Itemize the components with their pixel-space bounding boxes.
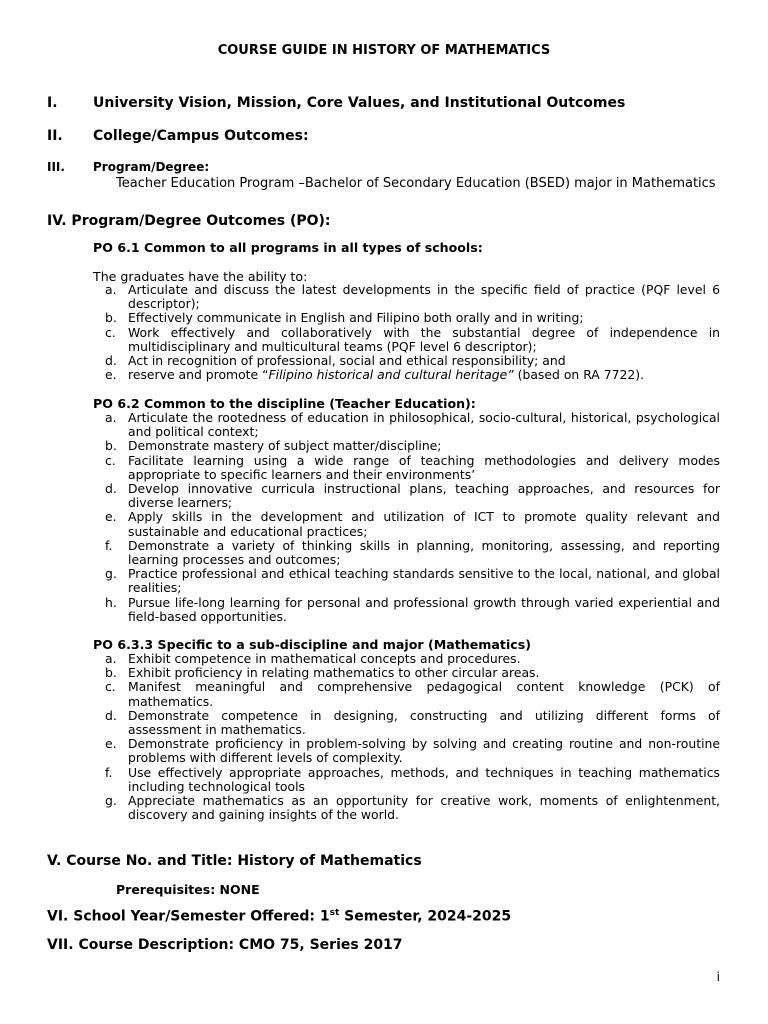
list-item [93, 326, 720, 354]
list-item [93, 411, 720, 439]
list-item-text: Practice professional and ethical teaching standards sensitive to the local, national, and global realities; [128, 566, 720, 596]
section-1-number: I. [47, 95, 58, 111]
section-2-number: II. [47, 128, 63, 144]
list-marker: d. [105, 353, 117, 369]
list-marker: d. [105, 707, 117, 723]
list-marker: c. [105, 452, 116, 468]
list-marker: f. [105, 764, 113, 780]
section-2-heading [47, 128, 309, 144]
list-item-text: Exhibit competence in mathematical concepts and procedures. [128, 651, 521, 666]
list-item-text: Demonstrate a variety of thinking skills in planning, monitoring, assessing, and reporting learning processes and outcomes; [128, 537, 720, 568]
list-marker: e. [105, 736, 117, 752]
list-marker: h. [105, 594, 117, 610]
page-title: COURSE GUIDE IN HISTORY OF MATHEMATICS [217, 43, 551, 58]
list-marker: e. [105, 509, 117, 525]
list-item [93, 454, 720, 482]
list-marker: b. [105, 310, 117, 326]
list-marker: a. [105, 651, 117, 666]
po61-list [93, 283, 720, 382]
list-item-text [128, 368, 720, 382]
list-item-text: Demonstrate mastery of subject matter/discipline; [128, 438, 442, 454]
section-5-heading: V. Course No. and Title: History of Mathematics [47, 853, 422, 869]
section-7-heading: VII. Course Description: CMO 75, Series 2017 [47, 937, 403, 953]
list-marker: a. [105, 282, 117, 297]
list-item [93, 709, 720, 737]
list-item [93, 596, 720, 624]
section-1-text: University Vision, Mission, Core Values, and Institutional Outcomes [93, 95, 626, 111]
ordinal-suffix: st [329, 908, 340, 918]
list-marker: d. [105, 481, 117, 497]
list-item-text: Demonstrate proficiency in problem-solving by solving and creating routine and non-routine problems with different levels of complexity. [128, 736, 720, 766]
list-item-text: Act in recognition of professional, social and ethical responsibility; and [128, 353, 566, 369]
list-item-text: Use effectively appropriate approaches, methods, and techniques in teaching mathematics including technological tools [128, 764, 720, 794]
section-6-heading [47, 908, 511, 925]
list-marker: b. [105, 665, 117, 681]
list-marker: c. [105, 324, 116, 340]
list-item-text: Appreciate mathematics as an opportunity for creative work, moments of enlightenment, discovery and gaining insights of the world. [128, 793, 720, 823]
list-item-text: Articulate and discuss the latest developments in the specific field of practice (PQF level 6 descriptor); [128, 282, 720, 312]
list-item [93, 680, 720, 708]
list-item [93, 539, 720, 567]
list-item-text: Facilitate learning using a wide range of teaching methodologies and delivery modes appropriate to specific learners and their environments’ [128, 452, 720, 482]
list-marker: b. [105, 438, 117, 454]
list-item-text: Articulate the rootedness of education in philosophical, socio-cultural, historical, psychological and political context; [128, 410, 720, 440]
section-6-text: VI. School Year/Semester Offered: 1 [47, 908, 330, 925]
list-item-text-part: reserve and promote “ [128, 367, 269, 383]
po633-heading: PO 6.3.3 Specific to a sub-discipline and major (Mathematics) [93, 637, 531, 652]
list-marker: g. [105, 566, 117, 582]
list-item-emphasis: Filipino historical and cultural heritage” [268, 367, 514, 383]
list-item-text: Manifest meaningful and comprehensive pedagogical content knowledge (PCK) of mathematics. [128, 679, 720, 709]
list-item [93, 652, 720, 666]
list-item [93, 666, 720, 680]
list-marker: f. [105, 537, 113, 553]
section-3-label: Program/Degree: [93, 160, 210, 174]
po62-list [93, 411, 720, 624]
list-item [93, 439, 720, 453]
list-item [93, 311, 720, 325]
list-item [93, 737, 720, 765]
list-item [93, 794, 720, 822]
po61-intro: The graduates have the ability to: [93, 269, 308, 284]
list-item [93, 766, 720, 794]
list-item-text: Apply skills in the development and utilization of ICT to promote quality relevant and sustainable and educational practices; [128, 509, 720, 539]
page-number: i [716, 970, 720, 984]
list-marker: c. [105, 679, 116, 695]
list-item [93, 283, 720, 311]
section-4-heading: IV. Program/Degree Outcomes (PO): [47, 213, 331, 229]
list-item [93, 510, 720, 538]
section-1-heading [47, 95, 625, 111]
list-item [93, 368, 720, 382]
list-item-text: Effectively communicate in English and Filipino both orally and in writing; [128, 310, 584, 326]
list-item-text: Develop innovative curricula instructional plans, teaching approaches, and resources for diverse learners; [128, 481, 720, 511]
po62-heading: PO 6.2 Common to the discipline (Teacher Education): [93, 396, 476, 411]
section-3-number: III. [47, 160, 65, 174]
list-item-text: Pursue life-long learning for personal and professional growth through varied experiential and field-based opportunities. [128, 594, 720, 624]
po633-list [93, 652, 720, 822]
section-6-text-end: Semester, 2024-2025 [339, 908, 512, 925]
list-item [93, 567, 720, 595]
list-item-text: Work effectively and collaboratively with the substantial degree of independence in multidisciplinary and multicultural teams (PQF level 6 descriptor); [128, 324, 720, 354]
section-3-heading [47, 160, 209, 174]
list-item [93, 354, 720, 368]
list-marker: a. [105, 410, 117, 425]
list-marker: e. [105, 367, 117, 383]
prerequisites: Prerequisites: NONE [116, 882, 260, 897]
program-degree-value: Teacher Education Program –Bachelor of Secondary Education (BSED) major in Mathematics [116, 176, 716, 191]
list-item-text: Demonstrate competence in designing, constructing and utilizing different forms of assessment in mathematics. [128, 707, 720, 738]
list-marker: g. [105, 793, 117, 809]
section-2-text: College/Campus Outcomes: [93, 128, 309, 144]
list-item [93, 482, 720, 510]
list-item-text: Exhibit proficiency in relating mathematics to other circular areas. [128, 665, 540, 681]
po61-heading: PO 6.1 Common to all programs in all types of schools: [93, 240, 483, 255]
list-item-text-part: (based on RA 7722). [513, 367, 645, 383]
